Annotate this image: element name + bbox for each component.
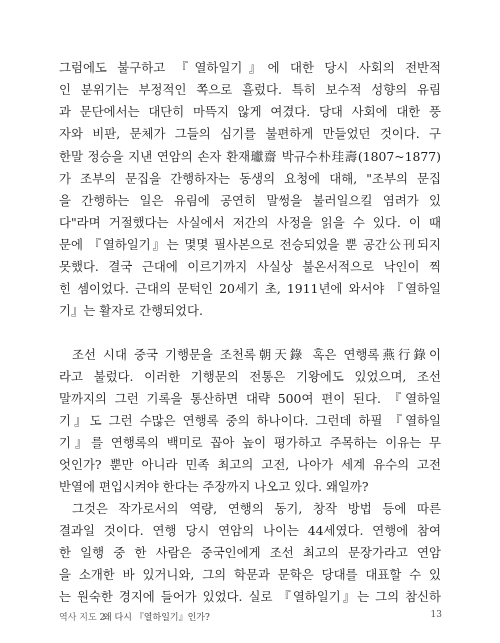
- body-line-10: 못했다. 결국 근대에 이르기까지 사실상 불온서적으로 낙인이 찍: [59, 259, 441, 274]
- body-line-22: 한 일행 중 한 사람은 중국인에게 조선 최고의 문장가라고 연암: [59, 545, 441, 560]
- body-line-9: 문에 『열하일기』는 몇몇 필사본으로 전승되었을 뿐 공간公刊되지: [59, 237, 441, 252]
- body-line-17: 기』를 연행록의 백미로 꼽아 높이 평가하고 주목하는 이유는 무: [59, 435, 441, 450]
- page-number: 13: [430, 610, 442, 620]
- body-line-4: 자와 비판, 문체가 그들의 심기를 불편하게 만들었던 것이다. 구: [59, 126, 441, 141]
- body-line-1: 그럼에도 불구하고 『열하일기』에 대한 당시 사회의 전반적: [59, 60, 441, 75]
- body-line-13: 조선 시대 중국 기행문을 조천록朝天錄 혹은 연행록燕行錄이: [72, 347, 441, 362]
- body-line-21: 결과일 것이다. 연행 당시 연암의 나이는 44세였다. 연행에 참여: [59, 523, 441, 538]
- body-line-7: 을 간행하는 일은 유림에 공연히 말썽을 불러일으킬 염려가 있: [59, 193, 441, 208]
- body-line-19: 반열에 편입시켜야 한다는 주장까지 나오고 있다. 왜일까?: [59, 479, 369, 494]
- body-line-20: 그것은 작가로서의 역량, 연행의 동기, 창작 방법 등에 따른: [72, 501, 441, 516]
- body-line-6: 가 조부의 문집을 간행하자는 동생의 요청에 대해, "조부의 문집: [59, 171, 441, 186]
- body-line-23: 을 소개한 바 있거니와, 그의 학문과 문학은 당대를 대표할 수 있: [59, 567, 441, 582]
- body-line-11: 힌 셈이었다. 근대의 문턱인 20세기 초, 1911년에 와서야 『열하일: [59, 281, 441, 296]
- body-line-12: 기』는 활자로 간행되었다.: [59, 303, 203, 318]
- footer-chapter-title: 왜 다시 『열하일기』인가?: [103, 613, 210, 623]
- body-line-24: 는 원숙한 경지에 들어가 있었다. 실로 『열하일기』는 그의 참신하: [59, 589, 441, 604]
- body-line-2: 인 분위기는 부정적인 쪽으로 흘렀다. 특히 보수적 성향의 유림: [59, 82, 441, 97]
- body-line-15: 말까지의 그런 기록을 통산하면 대략 500여 편이 된다. 『열하일: [59, 391, 441, 406]
- body-line-16: 기』도 그런 수많은 연행록 중의 하나이다. 그런데 하필 『열하일: [59, 413, 441, 428]
- footer-series-title: 역사 지도 2: [59, 613, 106, 623]
- body-line-3: 과 문단에서는 대단히 마뜩지 않게 여겼다. 당대 사회에 대한 풍: [59, 104, 441, 119]
- body-line-14: 라고 불렀다. 이러한 기행문의 전통은 기왕에도 있었으며, 조선: [59, 369, 441, 384]
- body-line-18: 엇인가? 뿐만 아니라 민족 최고의 고전, 나아가 세계 유수의 고전: [59, 457, 441, 472]
- body-line-8: 다"라며 거절했다는 사실에서 저간의 사정을 읽을 수 있다. 이 때: [59, 215, 441, 230]
- body-line-5: 한말 정승을 지낸 연암의 손자 환재瓛齋 박규수朴珪壽(1807~1877): [59, 149, 441, 164]
